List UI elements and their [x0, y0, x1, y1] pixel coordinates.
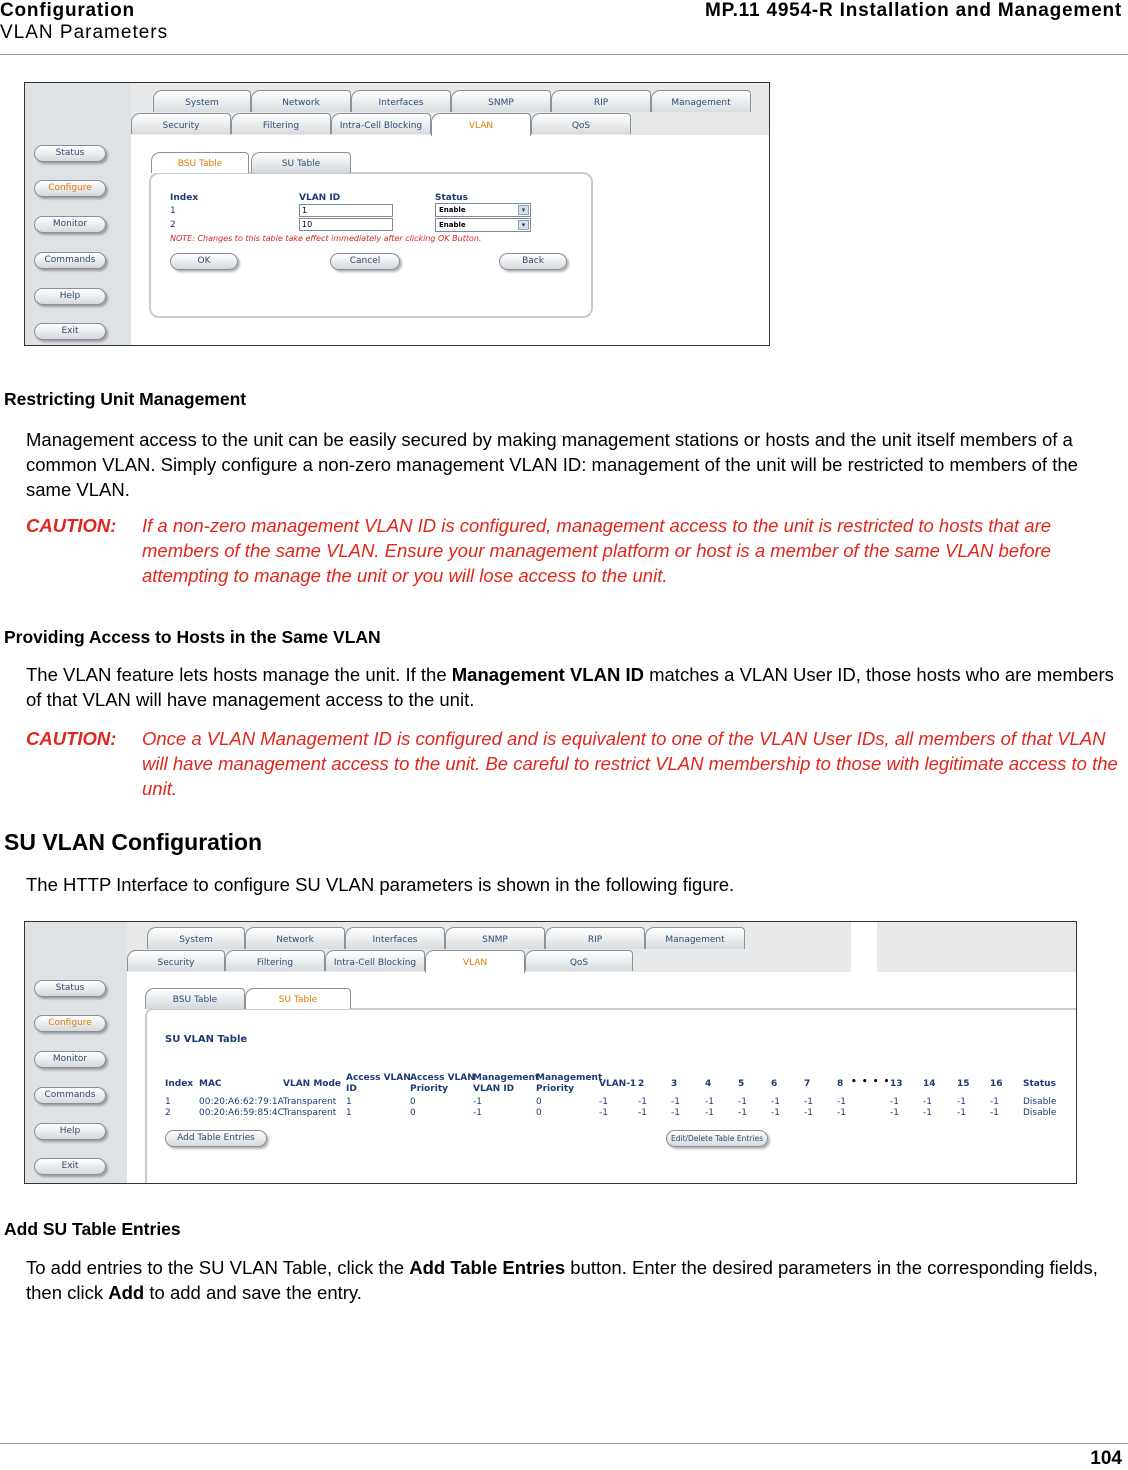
- table-cell: 1: [165, 1097, 171, 1107]
- header-line: Management: [536, 1073, 603, 1083]
- caution-text: If a non-zero management VLAN ID is configured, management access to the unit is restricted to hosts that are members of the same VLAN. Ensure your management platform or host is a member of the same VLAN before attempting to manage the unit or you will lose access to the unit.: [142, 515, 1052, 586]
- para-text: The VLAN feature lets hosts manage the unit. If the: [26, 664, 452, 685]
- tab-interfaces[interactable]: Interfaces: [351, 90, 451, 112]
- sidebar-configure-button[interactable]: Configure: [34, 180, 106, 197]
- subtab-bsu-table[interactable]: BSU Table: [145, 988, 245, 1009]
- sidebar-help-button[interactable]: Help: [34, 288, 106, 305]
- col-access-vlan-id-header: [346, 1073, 411, 1095]
- header-line: Access VLAN: [346, 1073, 411, 1083]
- tab-vlan[interactable]: VLAN: [431, 113, 531, 136]
- table-cell: -1: [837, 1097, 846, 1107]
- table-cell: 1: [346, 1108, 352, 1118]
- tab-snmp[interactable]: SNMP: [445, 927, 545, 949]
- tab-system[interactable]: System: [147, 927, 245, 949]
- sidebar-monitor-button[interactable]: Monitor: [34, 1051, 106, 1068]
- nav-sidebar: [25, 83, 131, 345]
- table-cell: -1: [671, 1108, 680, 1118]
- para-text: to add and save the entry.: [144, 1282, 362, 1303]
- subtab-su-table[interactable]: SU Table: [245, 988, 351, 1009]
- para-text: matches a VLAN User ID, those hosts who are members of that VLAN will have management access to the unit.: [26, 664, 1114, 710]
- status-select-value: Enable: [439, 206, 466, 214]
- col-vlan-1-header: VLAN-1: [599, 1079, 637, 1089]
- para-bold: Add Table Entries: [409, 1257, 566, 1278]
- restricting-heading: Restricting Unit Management: [4, 389, 247, 409]
- tab-intra-cell-blocking[interactable]: Intra-Cell Blocking: [325, 950, 425, 971]
- col-vlan-16-header: 16: [990, 1079, 1003, 1089]
- header-line: Priority: [410, 1084, 448, 1094]
- sidebar-status-button[interactable]: Status: [34, 145, 106, 162]
- row-index: 1: [170, 206, 176, 216]
- tab-management[interactable]: Management: [651, 90, 751, 112]
- add-table-entries-button[interactable]: Add Table Entries: [165, 1130, 267, 1147]
- para-text: To add entries to the SU VLAN Table, click the: [26, 1257, 410, 1278]
- status-select[interactable]: [435, 203, 531, 217]
- header-line: VLAN ID: [473, 1084, 515, 1094]
- providing-access-heading: Providing Access to Hosts in the Same VLAN: [4, 627, 381, 647]
- su-table-screenshot: [24, 921, 1077, 1184]
- tab-rip[interactable]: RIP: [545, 927, 645, 949]
- header-section: Configuration: [0, 0, 135, 21]
- col-management-priority-header: [536, 1073, 602, 1095]
- sidebar-commands-button[interactable]: Commands: [34, 252, 106, 269]
- caution-block: [26, 513, 1128, 589]
- tab-filtering[interactable]: Filtering: [231, 113, 331, 134]
- tab-network[interactable]: Network: [251, 90, 351, 112]
- para-bold: Add: [108, 1282, 145, 1303]
- table-cell: 00:20:A6:62:79:1A: [199, 1097, 284, 1107]
- col-vlan-6-header: 6: [771, 1079, 778, 1089]
- bsu-table-panel: [149, 172, 593, 318]
- tab-qos[interactable]: QoS: [531, 113, 631, 134]
- table-cell: -1: [890, 1097, 899, 1107]
- col-vlan-id-header: VLAN ID: [299, 193, 341, 203]
- col-access-vlan-priority-header: [410, 1073, 475, 1095]
- status-select-value: Enable: [439, 221, 466, 229]
- table-cell: -1: [671, 1097, 680, 1107]
- table-cell: 2: [165, 1108, 171, 1118]
- header-doc-title: MP.11 4954-R Installation and Management: [704, 0, 1122, 21]
- header-line: Access VLAN: [410, 1073, 475, 1083]
- col-vlan-7-header: 7: [804, 1079, 811, 1089]
- col-vlan-5-header: 5: [738, 1079, 745, 1089]
- chevron-down-icon: ▾: [518, 220, 529, 230]
- table-cell: -1: [599, 1097, 608, 1107]
- table-cell: 0: [536, 1108, 542, 1118]
- tab-network[interactable]: Network: [245, 927, 345, 949]
- row-index: 2: [170, 220, 176, 230]
- vlan-id-field[interactable]: 10: [299, 218, 393, 231]
- caution-block: [26, 726, 1128, 802]
- tab-intra-cell-blocking[interactable]: Intra-Cell Blocking: [331, 113, 431, 134]
- col-vlan-2-header: 2: [638, 1079, 645, 1089]
- restricting-paragraph: Management access to the unit can be easily secured by making management stations or hosts and the unit itself members of a common VLAN. Simply configure a non-zero management VLAN ID: management of the unit will be restricted to members of the same VLAN.: [26, 429, 1078, 500]
- col-vlan-15-header: 15: [957, 1079, 970, 1089]
- tab-security[interactable]: Security: [131, 113, 231, 134]
- page-number: 104: [1090, 1448, 1122, 1469]
- chevron-down-icon: ▾: [518, 205, 529, 215]
- table-cell: -1: [638, 1108, 647, 1118]
- changes-note: NOTE: Changes to this table take effect immediately after clicking OK Button.: [170, 234, 482, 243]
- su-vlan-config-paragraph: The HTTP Interface to configure SU VLAN parameters is shown in the following figure.: [26, 874, 735, 895]
- tab-rip[interactable]: RIP: [551, 90, 651, 112]
- running-header: [0, 0, 168, 44]
- table-cell: 00:20:A6:59:85:4C: [199, 1108, 284, 1118]
- table-cell: -1: [738, 1108, 747, 1118]
- table-cell: -1: [804, 1108, 813, 1118]
- table-cell: 0: [410, 1108, 416, 1118]
- status-select[interactable]: [435, 218, 531, 232]
- tab-snmp[interactable]: SNMP: [451, 90, 551, 112]
- col-vlan-13-header: 13: [890, 1079, 903, 1089]
- subtab-bsu-table[interactable]: BSU Table: [151, 152, 249, 173]
- col-index-header: Index: [170, 193, 199, 203]
- sidebar-commands-button[interactable]: Commands: [34, 1087, 106, 1104]
- vlan-id-field[interactable]: 1: [299, 204, 393, 217]
- tab-qos[interactable]: QoS: [525, 950, 633, 971]
- add-su-table-entries-heading: Add SU Table Entries: [4, 1219, 181, 1239]
- col-vlan-8-header: 8: [837, 1079, 844, 1089]
- table-cell: 0: [410, 1097, 416, 1107]
- table-cell: Disable: [1023, 1097, 1057, 1107]
- add-su-table-entries-paragraph: [26, 1255, 1126, 1305]
- nav-sidebar: [25, 922, 127, 1183]
- table-cell: -1: [890, 1108, 899, 1118]
- edit-delete-table-entries-button[interactable]: Edit/Delete Table Entries: [666, 1130, 768, 1147]
- col-management-vlan-id-header: [473, 1073, 539, 1095]
- sidebar-exit-button[interactable]: Exit: [34, 323, 106, 340]
- header-line: Management: [473, 1073, 540, 1083]
- col-vlan-3-header: 3: [671, 1079, 678, 1089]
- table-cell: -1: [990, 1108, 999, 1118]
- tab-system[interactable]: System: [153, 90, 251, 112]
- tab-management[interactable]: Management: [645, 927, 745, 949]
- table-cell: -1: [804, 1097, 813, 1107]
- table-cell: -1: [473, 1097, 482, 1107]
- bsu-table-screenshot: [24, 82, 770, 346]
- table-cell: Disable: [1023, 1108, 1057, 1118]
- table-cell: Transparent: [283, 1108, 337, 1118]
- header-line: Priority: [536, 1084, 574, 1094]
- sidebar-help-button[interactable]: Help: [34, 1123, 106, 1140]
- image-gap: [851, 922, 877, 1012]
- table-cell: 1: [346, 1097, 352, 1107]
- col-mac-header: MAC: [199, 1079, 222, 1089]
- header-subsection: VLAN Parameters: [0, 22, 169, 43]
- ok-button[interactable]: OK: [170, 253, 238, 270]
- table-cell: -1: [771, 1108, 780, 1118]
- table-cell: -1: [771, 1097, 780, 1107]
- su-table-panel: [145, 1008, 1077, 1184]
- table-cell: -1: [473, 1108, 482, 1118]
- sidebar-exit-button[interactable]: Exit: [34, 1158, 106, 1175]
- table-cell: -1: [599, 1108, 608, 1118]
- col-vlan-4-header: 4: [705, 1079, 712, 1089]
- caution-label: CAUTION:: [26, 728, 117, 749]
- table-cell: -1: [990, 1097, 999, 1107]
- table-cell: -1: [957, 1108, 966, 1118]
- sidebar-status-button[interactable]: Status: [34, 980, 106, 997]
- col-vlan-14-header: 14: [923, 1079, 936, 1089]
- col-status-header: Status: [1023, 1079, 1056, 1089]
- footer-rule: [0, 1443, 1128, 1444]
- table-cell: -1: [837, 1108, 846, 1118]
- tab-interfaces[interactable]: Interfaces: [345, 927, 445, 949]
- caution-text: Once a VLAN Management ID is configured and is equivalent to one of the VLAN User IDs, all members of that VLAN will have management access to the unit. Be careful to restrict VLAN membership to those with legitimate access to the unit.: [142, 728, 1118, 799]
- table-cell: -1: [923, 1108, 932, 1118]
- sidebar-monitor-button[interactable]: Monitor: [34, 216, 106, 233]
- para-text: button. Enter the desired parameters in the corresponding fields, then click: [26, 1257, 1098, 1303]
- header-line: ID: [346, 1084, 357, 1094]
- col-index-header: Index: [165, 1079, 194, 1089]
- cancel-button[interactable]: Cancel: [330, 253, 400, 270]
- table-cell: 0: [536, 1097, 542, 1107]
- table-cell: -1: [957, 1097, 966, 1107]
- tab-vlan[interactable]: VLAN: [425, 950, 525, 973]
- providing-access-paragraph: [26, 662, 1126, 712]
- su-vlan-table-title: SU VLAN Table: [165, 1034, 248, 1045]
- table-cell: -1: [923, 1097, 932, 1107]
- back-button[interactable]: Back: [499, 253, 567, 270]
- table-cell: -1: [738, 1097, 747, 1107]
- table-cell: -1: [705, 1097, 714, 1107]
- tab-security[interactable]: Security: [127, 950, 225, 971]
- subtab-su-table[interactable]: SU Table: [251, 152, 351, 173]
- table-cell: -1: [638, 1097, 647, 1107]
- header-rule: [0, 54, 1128, 55]
- table-cell: Transparent: [283, 1097, 337, 1107]
- column-ellipsis: • • • •: [851, 1077, 891, 1087]
- col-status-header: Status: [435, 193, 468, 203]
- caution-label: CAUTION:: [26, 515, 117, 536]
- su-vlan-config-heading: SU VLAN Configuration: [4, 829, 263, 855]
- col-vlan-mode-header: VLAN Mode: [283, 1079, 342, 1089]
- tab-filtering[interactable]: Filtering: [225, 950, 325, 971]
- sidebar-configure-button[interactable]: Configure: [34, 1015, 106, 1032]
- para-bold: Management VLAN ID: [451, 664, 644, 685]
- table-cell: -1: [705, 1108, 714, 1118]
